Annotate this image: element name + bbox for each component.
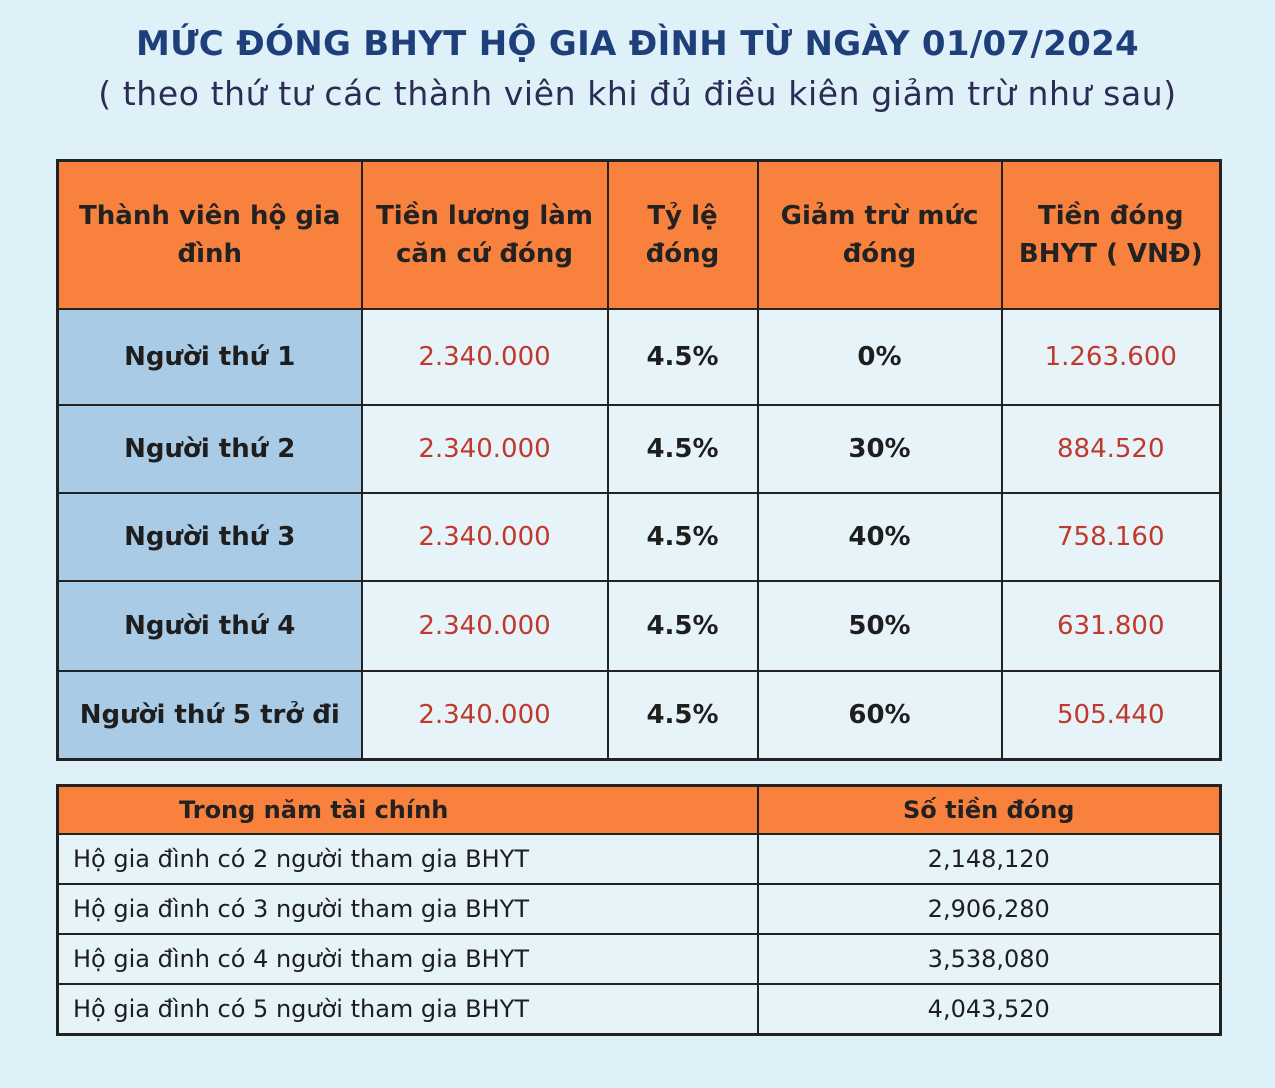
table-row — [58, 581, 1221, 671]
rate-cell: 4.5% — [608, 671, 758, 760]
member-cell: Người thứ 4 — [58, 581, 362, 671]
member-cell: Người thứ 2 — [58, 405, 362, 493]
summary-row — [58, 884, 1221, 934]
column-header-member: Thành viên hộ gia đình — [58, 161, 362, 310]
page-title: MỨC ĐÓNG BHYT HỘ GIA ĐÌNH TỪ NGÀY 01/07/2024 — [135, 24, 1140, 64]
salary-cell: 2.340.000 — [362, 309, 608, 405]
table-row — [58, 671, 1221, 760]
column-header-salary: Tiền lương làm căn cứ đóng — [362, 161, 608, 310]
member-cell: Người thứ 5 trở đi — [58, 671, 362, 760]
table-row — [58, 405, 1221, 493]
summary-row — [58, 984, 1221, 1035]
salary-cell: 2.340.000 — [362, 493, 608, 581]
rate-cell: 4.5% — [608, 581, 758, 671]
summary-value: 4,043,520 — [758, 984, 1221, 1035]
rate-cell: 4.5% — [608, 493, 758, 581]
reduction-cell: 60% — [758, 671, 1002, 760]
amount-cell: 631.800 — [1002, 581, 1221, 671]
reduction-cell: 40% — [758, 493, 1002, 581]
table-row — [58, 309, 1221, 405]
table-header-row — [58, 161, 1221, 310]
reduction-cell: 30% — [758, 405, 1002, 493]
summary-value: 2,906,280 — [758, 884, 1221, 934]
annual-summary-table — [56, 784, 1222, 1036]
amount-cell: 1.263.600 — [1002, 309, 1221, 405]
column-header-fiscal-year: Trong năm tài chính — [58, 786, 758, 835]
member-cell: Người thứ 1 — [58, 309, 362, 405]
summary-header-row — [58, 786, 1221, 835]
summary-value: 3,538,080 — [758, 934, 1221, 984]
summary-label: Hộ gia đình có 2 người tham gia BHYT — [58, 834, 758, 884]
column-header-rate: Tỷ lệ đóng — [608, 161, 758, 310]
table-row — [58, 493, 1221, 581]
summary-label: Hộ gia đình có 3 người tham gia BHYT — [58, 884, 758, 934]
summary-row — [58, 834, 1221, 884]
amount-cell: 505.440 — [1002, 671, 1221, 760]
reduction-cell: 0% — [758, 309, 1002, 405]
contribution-table — [56, 159, 1222, 761]
salary-cell: 2.340.000 — [362, 671, 608, 760]
column-header-reduction: Giảm trừ mức đóng — [758, 161, 1002, 310]
summary-label: Hộ gia đình có 4 người tham gia BHYT — [58, 934, 758, 984]
summary-row — [58, 934, 1221, 984]
rate-cell: 4.5% — [608, 309, 758, 405]
reduction-cell: 50% — [758, 581, 1002, 671]
summary-value: 2,148,120 — [758, 834, 1221, 884]
salary-cell: 2.340.000 — [362, 405, 608, 493]
column-header-total-amount: Số tiền đóng — [758, 786, 1221, 835]
salary-cell: 2.340.000 — [362, 581, 608, 671]
column-header-amount: Tiền đóng BHYT ( VNĐ) — [1002, 161, 1221, 310]
page-subtitle: ( theo thứ tư các thành viên khi đủ điều kiên giảm trừ như sau) — [98, 74, 1177, 113]
amount-cell: 884.520 — [1002, 405, 1221, 493]
rate-cell: 4.5% — [608, 405, 758, 493]
amount-cell: 758.160 — [1002, 493, 1221, 581]
summary-label: Hộ gia đình có 5 người tham gia BHYT — [58, 984, 758, 1035]
member-cell: Người thứ 3 — [58, 493, 362, 581]
